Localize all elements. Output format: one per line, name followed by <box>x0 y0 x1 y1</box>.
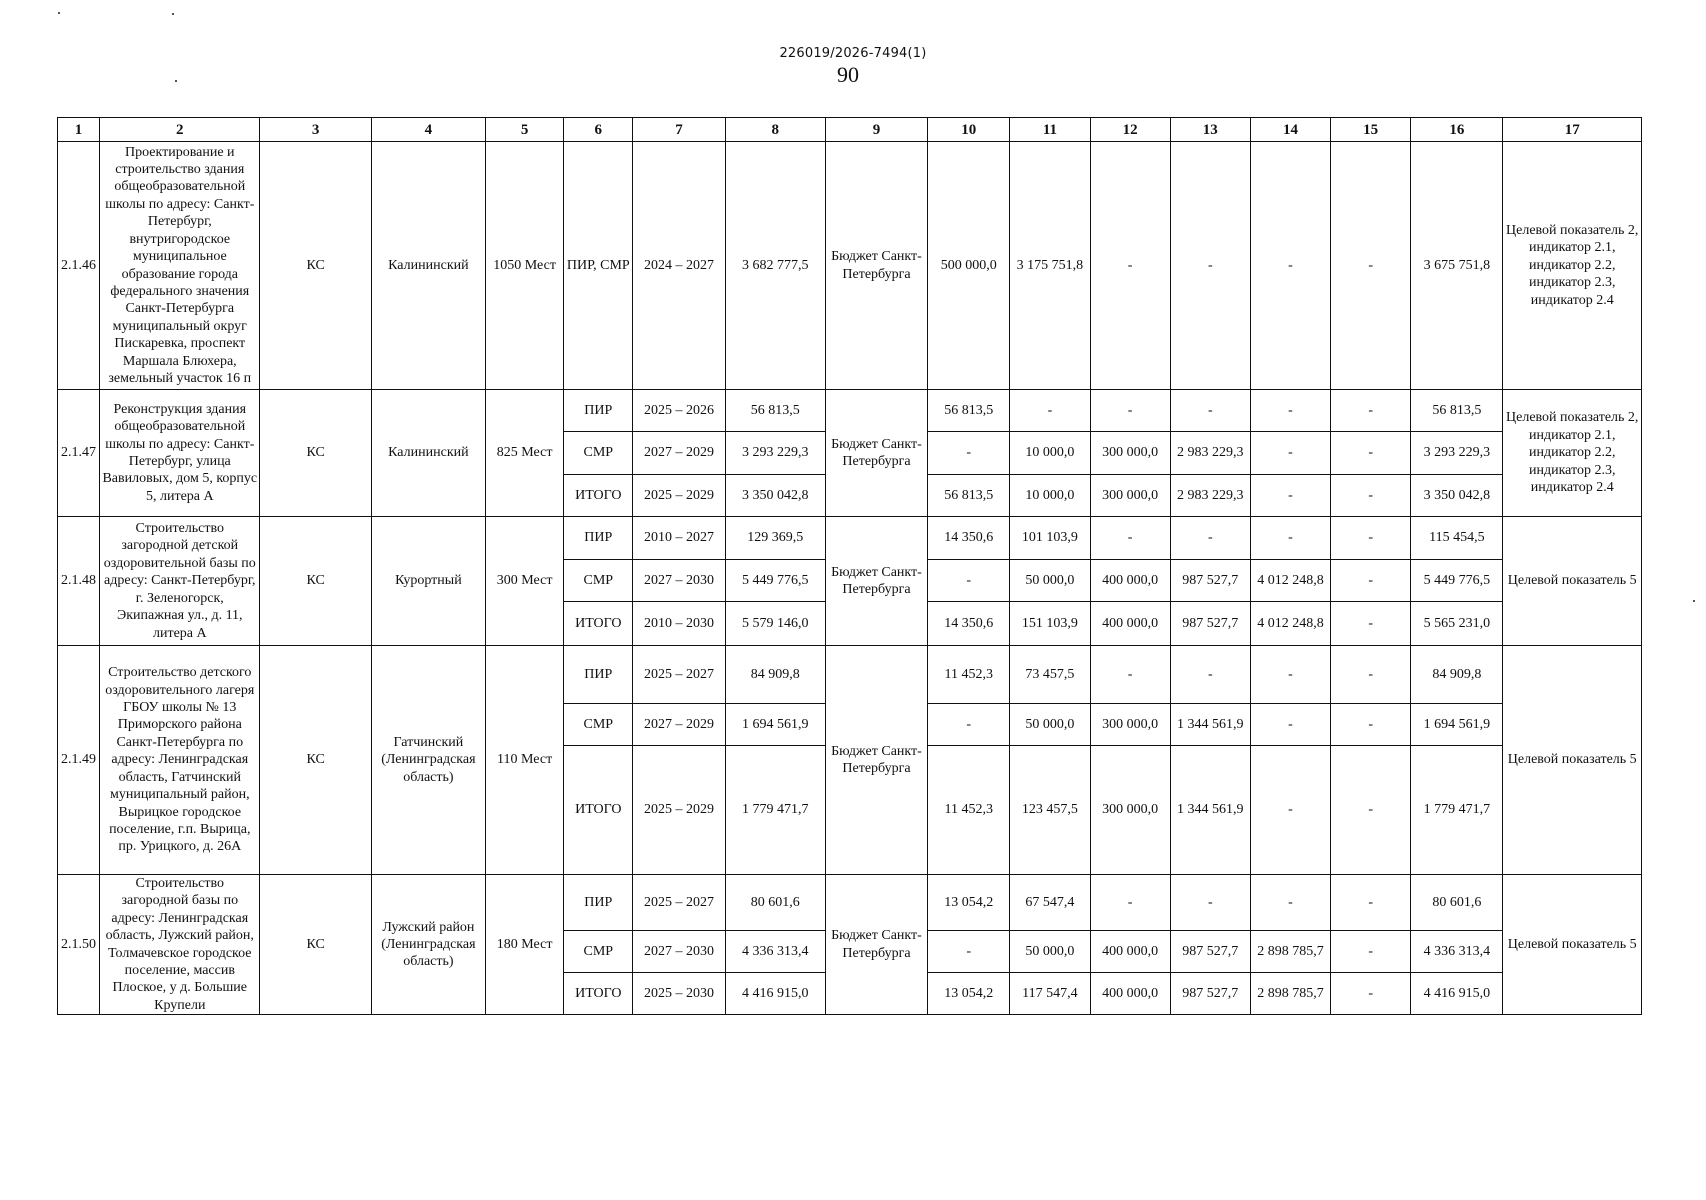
stage: ПИР <box>564 875 633 931</box>
amount-c10: 13 054,2 <box>928 973 1010 1015</box>
target-indicator: Целевой показатель 5 <box>1503 646 1642 875</box>
column-header: 6 <box>564 118 633 142</box>
period: 2027 – 2030 <box>633 560 725 602</box>
target-indicator: Целевой показатель 2, индикатор 2.1, индикатор 2.2, индикатор 2.3, индикатор 2.4 <box>1503 142 1642 390</box>
period: 2027 – 2029 <box>633 704 725 746</box>
object-type: КС <box>260 517 371 646</box>
column-header: 8 <box>725 118 825 142</box>
amount-c14: 4 012 248,8 <box>1250 602 1330 646</box>
amount-c16: 56 813,5 <box>1411 390 1503 432</box>
amount-c12: - <box>1090 390 1170 432</box>
amount-c14: 2 898 785,7 <box>1250 973 1330 1015</box>
column-header: 11 <box>1010 118 1090 142</box>
stage: ИТОГО <box>564 602 633 646</box>
amount-c12: - <box>1090 875 1170 931</box>
funding-source: Бюджет Санкт-Петербурга <box>825 646 927 875</box>
stage: ИТОГО <box>564 475 633 517</box>
amount-c16: 84 909,8 <box>1411 646 1503 704</box>
amount-c13: - <box>1170 142 1250 390</box>
amount-c12: 400 000,0 <box>1090 560 1170 602</box>
row-number: 2.1.49 <box>58 646 100 875</box>
amount-c12: 400 000,0 <box>1090 973 1170 1015</box>
amount-c14: - <box>1250 475 1330 517</box>
total-cost: 84 909,8 <box>725 646 825 704</box>
amount-c11: 73 457,5 <box>1010 646 1090 704</box>
amount-c11: 151 103,9 <box>1010 602 1090 646</box>
amount-c14: - <box>1250 142 1330 390</box>
column-header: 10 <box>928 118 1010 142</box>
funding-source: Бюджет Санкт-Петербурга <box>825 390 927 517</box>
column-header: 16 <box>1411 118 1503 142</box>
stage: ПИР, СМР <box>564 142 633 390</box>
amount-c12: 400 000,0 <box>1090 931 1170 973</box>
district: Калининский <box>371 390 485 517</box>
amount-c13: 1 344 561,9 <box>1170 746 1250 875</box>
amount-c11: 101 103,9 <box>1010 517 1090 560</box>
document-id: 226019/2026-7494(1) <box>779 46 927 61</box>
amount-c10: 11 452,3 <box>928 646 1010 704</box>
amount-c14: 4 012 248,8 <box>1250 560 1330 602</box>
total-cost: 80 601,6 <box>725 875 825 931</box>
amount-c13: - <box>1170 875 1250 931</box>
amount-c13: 2 983 229,3 <box>1170 475 1250 517</box>
amount-c11: 50 000,0 <box>1010 560 1090 602</box>
amount-c15: - <box>1331 560 1411 602</box>
amount-c12: 400 000,0 <box>1090 602 1170 646</box>
total-cost: 56 813,5 <box>725 390 825 432</box>
amount-c13: 987 527,7 <box>1170 602 1250 646</box>
object-type: КС <box>260 646 371 875</box>
capacity: 825 Мест <box>486 390 564 517</box>
program-table <box>57 117 1642 1015</box>
amount-c14: - <box>1250 646 1330 704</box>
object-type: КС <box>260 142 371 390</box>
column-header: 9 <box>825 118 927 142</box>
amount-c13: - <box>1170 517 1250 560</box>
total-cost: 4 336 313,4 <box>725 931 825 973</box>
total-cost: 3 682 777,5 <box>725 142 825 390</box>
amount-c15: - <box>1331 602 1411 646</box>
amount-c12: - <box>1090 646 1170 704</box>
amount-c11: - <box>1010 390 1090 432</box>
amount-c13: 987 527,7 <box>1170 931 1250 973</box>
table-row <box>58 142 1642 390</box>
amount-c14: - <box>1250 875 1330 931</box>
capacity: 300 Мест <box>486 517 564 646</box>
column-header: 1 <box>58 118 100 142</box>
amount-c14: - <box>1250 746 1330 875</box>
capacity: 180 Мест <box>486 875 564 1015</box>
period: 2025 – 2029 <box>633 475 725 517</box>
target-indicator: Целевой показатель 5 <box>1503 517 1642 646</box>
amount-c16: 3 293 229,3 <box>1411 432 1503 475</box>
period: 2025 – 2026 <box>633 390 725 432</box>
amount-c10: 11 452,3 <box>928 746 1010 875</box>
period: 2010 – 2027 <box>633 517 725 560</box>
period: 2027 – 2029 <box>633 432 725 475</box>
total-cost: 3 350 042,8 <box>725 475 825 517</box>
amount-c15: - <box>1331 646 1411 704</box>
row-number: 2.1.48 <box>58 517 100 646</box>
amount-c15: - <box>1331 973 1411 1015</box>
amount-c13: - <box>1170 390 1250 432</box>
object-name: Проектирование и строительство здания общеобразовательной школы по адресу: Санкт-Петербург, внутригородское муниципальное образование города федерального значения Санкт-Петербурга муниципальный округ Пискаревка, проспект Маршала Блюхера, земельный участок 16 п <box>100 142 260 390</box>
total-cost: 129 369,5 <box>725 517 825 560</box>
stage: ИТОГО <box>564 973 633 1015</box>
amount-c15: - <box>1331 432 1411 475</box>
total-cost: 1 694 561,9 <box>725 704 825 746</box>
table-row <box>58 875 1642 931</box>
amount-c12: 300 000,0 <box>1090 475 1170 517</box>
period: 2025 – 2027 <box>633 646 725 704</box>
funding-source: Бюджет Санкт-Петербурга <box>825 875 927 1015</box>
amount-c16: 80 601,6 <box>1411 875 1503 931</box>
object-name: Строительство загородной базы по адресу: Ленинградская область, Лужский район, Толмачевское городское поселение, массив Плоское, у д. Большие Крупели <box>100 875 260 1015</box>
amount-c11: 10 000,0 <box>1010 432 1090 475</box>
table-row <box>58 517 1642 560</box>
scan-speck <box>58 12 60 14</box>
stage: ПИР <box>564 390 633 432</box>
table-row <box>58 646 1642 704</box>
amount-c14: - <box>1250 704 1330 746</box>
amount-c11: 67 547,4 <box>1010 875 1090 931</box>
column-header: 2 <box>100 118 260 142</box>
column-header: 4 <box>371 118 485 142</box>
amount-c12: - <box>1090 517 1170 560</box>
amount-c16: 1 694 561,9 <box>1411 704 1503 746</box>
period: 2010 – 2030 <box>633 602 725 646</box>
total-cost: 5 579 146,0 <box>725 602 825 646</box>
stage: СМР <box>564 931 633 973</box>
amount-c10: 56 813,5 <box>928 390 1010 432</box>
amount-c11: 3 175 751,8 <box>1010 142 1090 390</box>
amount-c12: 300 000,0 <box>1090 746 1170 875</box>
period: 2025 – 2027 <box>633 875 725 931</box>
amount-c11: 10 000,0 <box>1010 475 1090 517</box>
column-header: 14 <box>1250 118 1330 142</box>
table-row <box>58 390 1642 432</box>
amount-c10: 14 350,6 <box>928 517 1010 560</box>
capacity: 1050 Мест <box>486 142 564 390</box>
period: 2027 – 2030 <box>633 931 725 973</box>
period: 2025 – 2029 <box>633 746 725 875</box>
amount-c14: - <box>1250 517 1330 560</box>
stage: СМР <box>564 432 633 475</box>
total-cost: 4 416 915,0 <box>725 973 825 1015</box>
district: Лужский район (Ленинградская область) <box>371 875 485 1015</box>
funding-source: Бюджет Санкт-Петербурга <box>825 517 927 646</box>
district: Курортный <box>371 517 485 646</box>
total-cost: 5 449 776,5 <box>725 560 825 602</box>
amount-c16: 5 565 231,0 <box>1411 602 1503 646</box>
amount-c16: 3 350 042,8 <box>1411 475 1503 517</box>
object-name: Строительство детского оздоровительного лагеря ГБОУ школы № 13 Приморского района Санкт-Петербурга по адресу: Ленинградская область, Гатчинский муниципальный район, Вырицкое городское поселение, г.п. Вырица, пр. Урицкого, д. 26А <box>100 646 260 875</box>
row-number: 2.1.47 <box>58 390 100 517</box>
scan-speck <box>172 13 174 15</box>
amount-c15: - <box>1331 517 1411 560</box>
amount-c12: 300 000,0 <box>1090 432 1170 475</box>
amount-c10: - <box>928 931 1010 973</box>
amount-c16: 1 779 471,7 <box>1411 746 1503 875</box>
capacity: 110 Мест <box>486 646 564 875</box>
total-cost: 1 779 471,7 <box>725 746 825 875</box>
stage: СМР <box>564 704 633 746</box>
period: 2025 – 2030 <box>633 973 725 1015</box>
column-header: 5 <box>486 118 564 142</box>
amount-c16: 4 336 313,4 <box>1411 931 1503 973</box>
page-number: 90 <box>837 62 859 87</box>
amount-c10: - <box>928 560 1010 602</box>
stage: ПИР <box>564 646 633 704</box>
header-row <box>58 118 1642 142</box>
stage: ПИР <box>564 517 633 560</box>
amount-c10: 56 813,5 <box>928 475 1010 517</box>
column-header: 13 <box>1170 118 1250 142</box>
column-header: 17 <box>1503 118 1642 142</box>
amount-c16: 115 454,5 <box>1411 517 1503 560</box>
amount-c10: 14 350,6 <box>928 602 1010 646</box>
amount-c15: - <box>1331 704 1411 746</box>
amount-c10: - <box>928 704 1010 746</box>
amount-c13: 987 527,7 <box>1170 973 1250 1015</box>
amount-c12: 300 000,0 <box>1090 704 1170 746</box>
period: 2024 – 2027 <box>633 142 725 390</box>
column-header: 3 <box>260 118 371 142</box>
amount-c13: 1 344 561,9 <box>1170 704 1250 746</box>
scan-speck <box>1693 600 1695 602</box>
column-header: 12 <box>1090 118 1170 142</box>
funding-source: Бюджет Санкт-Петербурга <box>825 142 927 390</box>
amount-c11: 50 000,0 <box>1010 704 1090 746</box>
amount-c16: 3 675 751,8 <box>1411 142 1503 390</box>
column-header: 7 <box>633 118 725 142</box>
amount-c11: 50 000,0 <box>1010 931 1090 973</box>
district: Калининский <box>371 142 485 390</box>
target-indicator: Целевой показатель 2, индикатор 2.1, индикатор 2.2, индикатор 2.3, индикатор 2.4 <box>1503 390 1642 517</box>
row-number: 2.1.50 <box>58 875 100 1015</box>
amount-c15: - <box>1331 390 1411 432</box>
amount-c14: - <box>1250 390 1330 432</box>
amount-c10: 13 054,2 <box>928 875 1010 931</box>
amount-c11: 117 547,4 <box>1010 973 1090 1015</box>
amount-c13: 2 983 229,3 <box>1170 432 1250 475</box>
amount-c11: 123 457,5 <box>1010 746 1090 875</box>
amount-c13: - <box>1170 646 1250 704</box>
amount-c15: - <box>1331 475 1411 517</box>
amount-c15: - <box>1331 142 1411 390</box>
object-name: Реконструкция здания общеобразовательной школы по адресу: Санкт-Петербург, улица Вавиловых, дом 5, корпус 5, литера А <box>100 390 260 517</box>
amount-c14: - <box>1250 432 1330 475</box>
object-type: КС <box>260 875 371 1015</box>
column-header: 15 <box>1331 118 1411 142</box>
amount-c16: 5 449 776,5 <box>1411 560 1503 602</box>
row-number: 2.1.46 <box>58 142 100 390</box>
stage: СМР <box>564 560 633 602</box>
amount-c16: 4 416 915,0 <box>1411 973 1503 1015</box>
amount-c15: - <box>1331 875 1411 931</box>
stage: ИТОГО <box>564 746 633 875</box>
object-type: КС <box>260 390 371 517</box>
amount-c13: 987 527,7 <box>1170 560 1250 602</box>
amount-c15: - <box>1331 746 1411 875</box>
total-cost: 3 293 229,3 <box>725 432 825 475</box>
amount-c12: - <box>1090 142 1170 390</box>
district: Гатчинский (Ленинградская область) <box>371 646 485 875</box>
amount-c15: - <box>1331 931 1411 973</box>
target-indicator: Целевой показатель 5 <box>1503 875 1642 1015</box>
amount-c10: - <box>928 432 1010 475</box>
amount-c10: 500 000,0 <box>928 142 1010 390</box>
object-name: Строительство загородной детской оздоровительной базы по адресу: Санкт-Петербург, г. Зеленогорск, Экипажная ул., д. 11, литера А <box>100 517 260 646</box>
amount-c14: 2 898 785,7 <box>1250 931 1330 973</box>
